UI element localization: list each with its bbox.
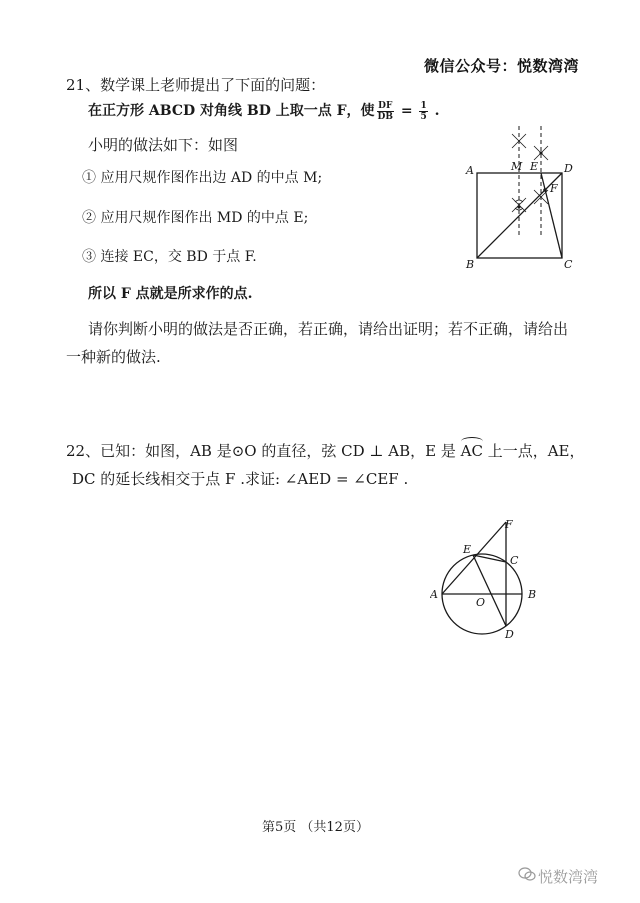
q21-task-line-1: 请你判断小明的做法是否正确，若正确，请给出证明；若不正确，请给出: [88, 320, 569, 338]
watermark-text: 悦数湾湾: [538, 868, 599, 886]
label-m: M: [511, 160, 523, 173]
arc-ac-symbol: AC: [460, 442, 483, 460]
q21-step-2: ② 应用尺规作图作出 MD 的中点 E;: [82, 210, 309, 226]
q22-line-2: DC 的延长线相交于点 F .求证: ∠AED = ∠CEF .: [72, 470, 409, 488]
q21-equals: =: [395, 103, 418, 119]
point-m-mark: [517, 205, 520, 208]
q21-condition: [88, 100, 439, 122]
label-e: E: [463, 543, 472, 556]
segment-ed: [473, 555, 506, 626]
label-a: A: [466, 164, 474, 177]
q21-condition-pre: 在正方形 ABCD 对角线 BD 上取一点 F，使: [88, 103, 375, 119]
q22-line-1-pre: 22、已知：如图，AB 是⊙O 的直径，弦 CD ⊥ AB，E 是: [66, 442, 461, 460]
label-c: C: [564, 258, 573, 271]
q21-title: 21、数学课上老师提出了下面的问题：: [66, 76, 326, 94]
label-a: A: [430, 588, 438, 601]
q21-task-line-2: 一种新的做法.: [66, 348, 161, 366]
q22-circle-figure: [430, 512, 550, 644]
q21-square-figure: [460, 118, 580, 278]
label-e: E: [530, 160, 539, 173]
q21-conclusion: 所以 F 点就是所求作的点.: [88, 286, 253, 302]
q21-condition-post: .: [429, 103, 440, 119]
point-e-mark: [539, 151, 542, 154]
label-o: O: [476, 596, 486, 609]
fraction-df-db: $\frac{DF}{DB}$: [377, 100, 393, 122]
label-f: F: [505, 518, 513, 531]
header-brand: 微信公众号：悦数湾湾: [424, 57, 580, 75]
label-c: C: [510, 554, 519, 567]
wechat-icon: [518, 866, 536, 882]
q22-line-1: [66, 440, 584, 461]
label-d: D: [505, 628, 514, 641]
label-f: F: [550, 182, 558, 195]
label-b: B: [466, 258, 475, 271]
q21-step-1: ① 应用尺规作图作出边 AD 的中点 M;: [82, 170, 323, 186]
q22-line-1-post: 上一点，AE，: [482, 442, 585, 460]
point-f: [543, 188, 547, 192]
q21-step-3: ③ 连接 EC，交 BD 于点 F.: [82, 249, 257, 265]
label-d: D: [564, 162, 573, 175]
q21-intro: 小明的做法如下：如图: [88, 136, 239, 154]
label-b: B: [528, 588, 537, 601]
page-footer: 第5页 （共12页）: [262, 820, 369, 835]
fraction-one-fifth: $\frac{1}{5}$: [420, 100, 427, 122]
